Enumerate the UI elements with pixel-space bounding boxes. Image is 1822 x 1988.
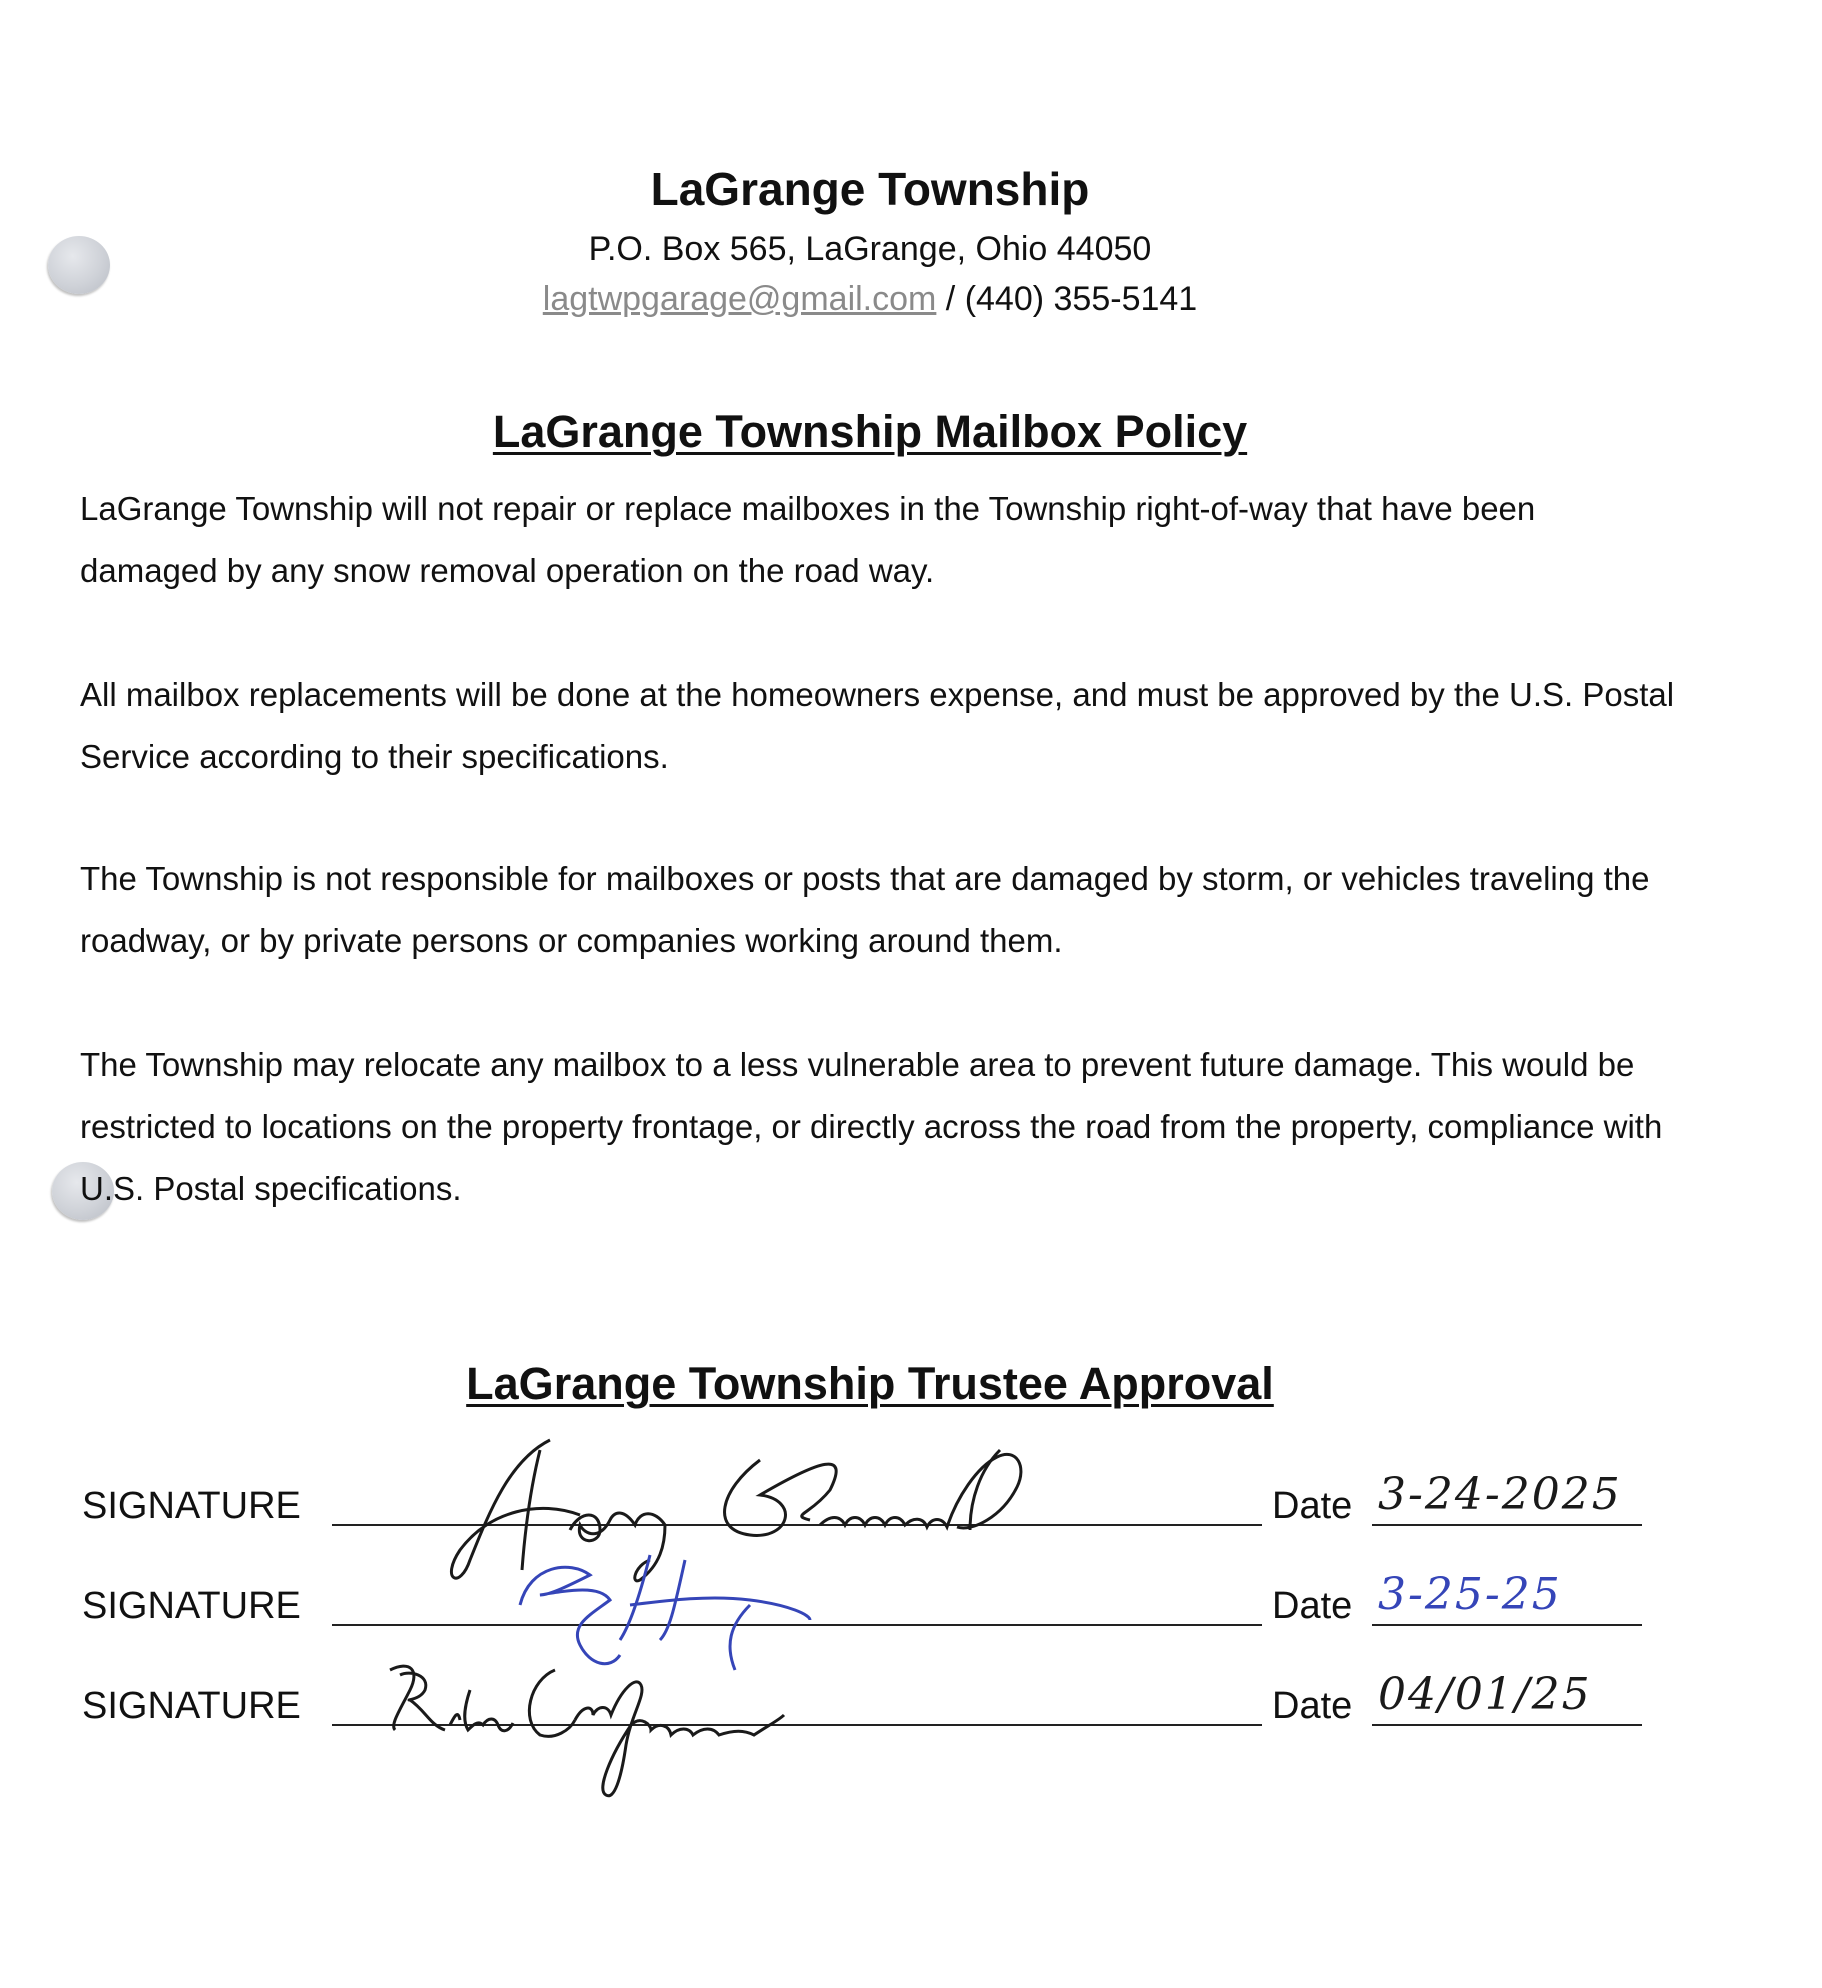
signature-label: SIGNATURE xyxy=(82,1685,301,1727)
policy-paragraph-2: All mailbox replacements will be done at the homeowners expense, and must be approved by the U.S. Postal Service according to their specifications. xyxy=(80,676,1675,775)
signature-row-3 xyxy=(82,1664,1722,1734)
approval-title: LaGrange Township Trustee Approval xyxy=(466,1358,1274,1409)
policy-paragraph-1: LaGrange Township will not repair or replace mailboxes in the Township right-of-way that have been damaged by any snow removal operation on the road way. xyxy=(80,490,1536,589)
signature-label: SIGNATURE xyxy=(82,1485,301,1527)
signature-line[interactable] xyxy=(332,1714,1262,1726)
date-label: Date xyxy=(1272,1485,1353,1527)
org-address: P.O. Box 565, LaGrange, Ohio 44050 xyxy=(588,230,1152,268)
date-value: 04/01/25 xyxy=(1378,1669,1592,1720)
date-value: 3-25-25 xyxy=(1378,1569,1562,1620)
signature-line[interactable] xyxy=(332,1614,1262,1626)
policy-paragraph-3: The Township is not responsible for mailboxes or posts that are damaged by storm, or vehicles traveling the roadway, or by private persons or companies working around them. xyxy=(80,860,1650,959)
signature-label: SIGNATURE xyxy=(82,1585,301,1627)
policy-title: LaGrange Township Mailbox Policy xyxy=(492,406,1248,457)
date-value: 3-24-2025 xyxy=(1378,1469,1622,1520)
date-label: Date xyxy=(1272,1685,1353,1727)
date-label: Date xyxy=(1272,1585,1353,1627)
phone-number: (440) 355-5141 xyxy=(964,280,1198,318)
org-name: LaGrange Township xyxy=(650,163,1090,215)
policy-paragraph-4: The Township may relocate any mailbox to a less vulnerable area to prevent future damage. This would be restricted to locations on the property frontage, or directly across the road from the property, compliance with U.S. Postal specifications. xyxy=(80,1046,1663,1207)
org-contact xyxy=(0,280,1740,319)
email-link[interactable]: lagtwpgarage@gmail.com xyxy=(542,280,937,318)
contact-separator: / xyxy=(936,280,965,318)
signature-line[interactable] xyxy=(332,1514,1262,1526)
signature-row-1 xyxy=(82,1464,1722,1534)
signature-row-2 xyxy=(82,1564,1722,1634)
